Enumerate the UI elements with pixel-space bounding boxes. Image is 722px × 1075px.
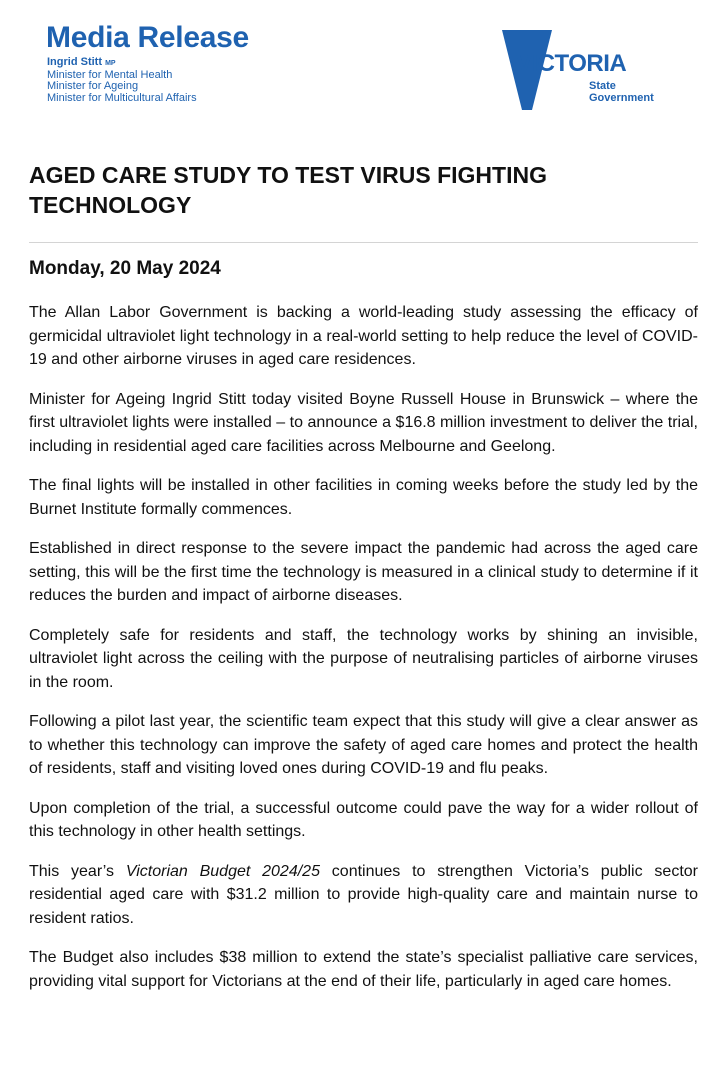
minister-role-2: Minister for Ageing <box>47 80 139 92</box>
paragraph-6: Following a pilot last year, the scientific team expect that this study will give a clear answer as to whether this technology can improve the safety of aged care homes and protect the health of residents, staff and visiting loved ones during COVID-19 and flu peaks. <box>29 713 698 777</box>
release-header <box>0 0 722 130</box>
minister-details <box>47 57 197 104</box>
release-date: Monday, 20 May 2024 <box>29 258 221 279</box>
minister-role-3: Minister for Multicultural Affairs <box>47 91 197 104</box>
paragraph-2: Minister for Ageing Ingrid Stitt today visited Boyne Russell House in Brunswick – where the first ultraviolet lights were installed – to announce a $16.8 million investment to deliver the trial, including in residential aged care facilities across Melbourne and Geelong. <box>29 390 698 455</box>
paragraph-3: The final lights will be installed in other facilities in coming weeks before the study led by the Burnet Institute formally commences. <box>29 477 698 518</box>
minister-name: Ingrid Stitt <box>47 56 102 68</box>
logo-wordmark: VICTORIA <box>516 50 627 77</box>
paragraph-5: Completely safe for residents and staff, the technology works by shining an invisible, ultraviolet light across the ceiling with the purpose of neutralising particles of airborne viruses in the room. <box>29 626 698 691</box>
victoria-government-logo <box>500 28 654 110</box>
release-body <box>29 301 698 1009</box>
logo-subtitle <box>589 80 654 104</box>
logo-subtitle-line-2: Government <box>589 92 654 104</box>
logo-subtitle-line-1: State <box>589 80 616 92</box>
budget-text-after: continues to strengthen Victoria’s public sector residential aged care with $31.2 million to provide high-quality care and maintain nurse to resident ratios. <box>29 862 698 927</box>
paragraph-1: The Allan Labor Government is backing a world-leading study assessing the efficacy of germicidal ultraviolet light technology in a real-world setting to help reduce the level of COVID-19 and other airborne viruses in aged care residences. <box>29 304 698 368</box>
budget-text-before: This year’s <box>29 862 126 880</box>
paragraph-final: The Budget also includes $38 million to extend the state’s specialist palliative care services, providing vital support for Victorians at the end of their life, particularly in aged care homes. <box>29 949 698 990</box>
divider <box>29 242 698 243</box>
paragraph-7: Upon completion of the trial, a successful outcome could pave the way for a wider rollout of this technology in other health settings. <box>29 799 698 840</box>
paragraph-budget <box>29 860 698 931</box>
minister-role-1: Minister for Mental Health <box>47 68 173 81</box>
paragraph-4: Established in direct response to the severe impact the pandemic had across the aged care setting, this will be the first time the technology is measured in a clinical study to determine if it reduces the burden and impact of airborne diseases. <box>29 540 698 604</box>
minister-suffix: MP <box>105 60 116 67</box>
budget-document-title: Victorian Budget 2024/25 <box>125 862 320 880</box>
headline: AGED CARE STUDY TO TEST VIRUS FIGHTING TECHNOLOGY <box>29 162 547 218</box>
media-release-title: Media Release <box>46 21 249 54</box>
